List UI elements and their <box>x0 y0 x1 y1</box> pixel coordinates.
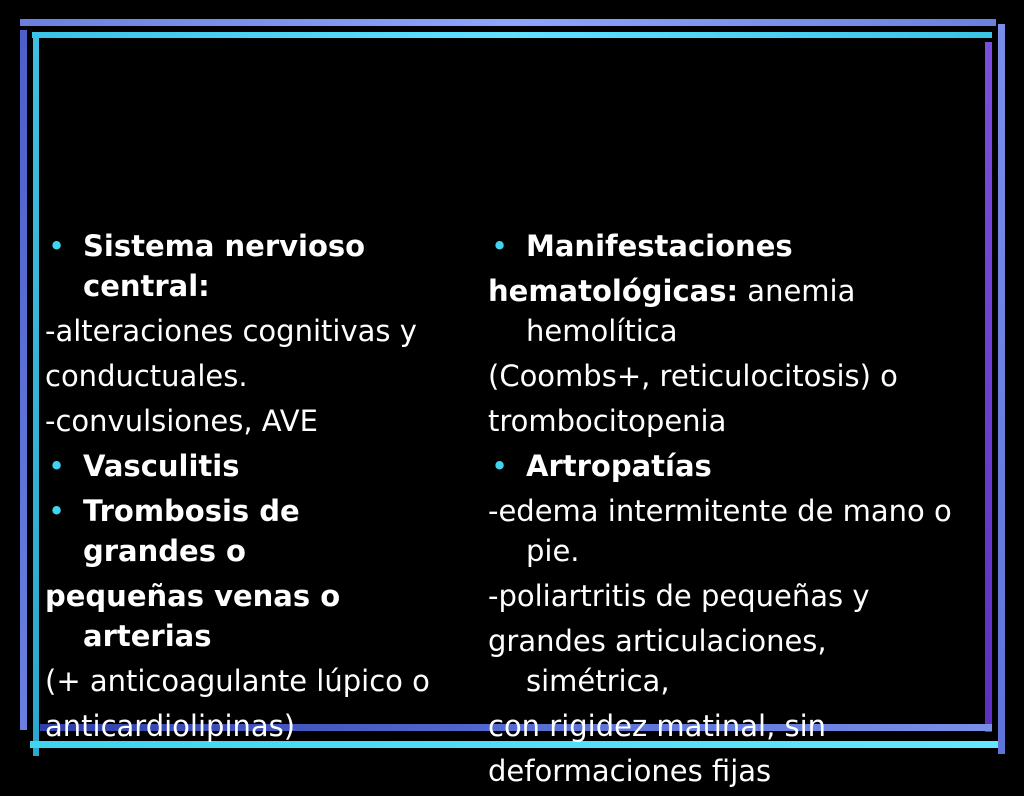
frame-bar-top-outer <box>20 19 996 26</box>
text-line-part: pequeñas venas o <box>45 579 341 613</box>
text-line: trombocitopenia <box>488 404 727 438</box>
text-line: (+ anticoagulante lúpico o <box>45 664 430 698</box>
text-bold-part: hematológicas: <box>488 274 739 308</box>
text-line-edema <box>488 491 978 571</box>
text-line: -alteraciones cognitivas y <box>45 314 417 348</box>
bullet-text: Vasculitis <box>83 449 240 483</box>
bullet-text: Trombosis de <box>83 494 300 528</box>
text-part: grandes articulaciones, <box>488 624 827 658</box>
text-line: deformaciones fijas <box>488 754 772 788</box>
frame-bar-right-outer <box>998 24 1005 754</box>
text-line: (Coombs+, reticulocitosis) o <box>488 359 898 393</box>
bullet-vasculitis <box>45 446 465 486</box>
bullet-text-continued: grandes o <box>83 534 246 568</box>
text-part: -edema intermitente de mano o <box>488 494 952 528</box>
bullet-text-continued: central: <box>83 269 210 303</box>
right-text-column <box>488 226 978 796</box>
text-line-hematologicas <box>488 271 978 351</box>
bullet-artropatias <box>488 446 978 486</box>
text-part: anemia <box>738 274 856 308</box>
frame-bar-left-outer <box>20 30 27 730</box>
bullet-text: Sistema nervioso <box>83 229 366 263</box>
bullet-sistema-nervioso <box>45 226 465 306</box>
bullet-dot-icon: • <box>48 494 66 528</box>
text-line: anticardiolipinas) <box>45 709 296 743</box>
bullet-text: Artropatías <box>526 449 712 483</box>
frame-bar-right-inner <box>985 42 992 732</box>
bullet-text: Manifestaciones <box>526 229 793 263</box>
text-part: simétrica, <box>526 664 670 698</box>
text-part: pie. <box>526 534 580 568</box>
text-line-part: arterias <box>83 619 212 653</box>
bullet-dot-icon: • <box>48 229 66 263</box>
frame-bar-top-inner <box>32 32 992 38</box>
text-line: -poliartritis de pequeñas y <box>488 579 870 613</box>
bullet-trombosis <box>45 491 465 571</box>
text-line: con rigidez matinal, sin <box>488 709 827 743</box>
bullet-dot-icon: • <box>491 229 509 263</box>
text-line-bold <box>45 576 465 656</box>
text-line-articulaciones <box>488 621 978 701</box>
text-part: hemolítica <box>526 314 678 348</box>
left-text-column <box>45 226 465 751</box>
text-line: -convulsiones, AVE <box>45 404 318 438</box>
bullet-manifestaciones <box>488 226 978 266</box>
text-line: conductuales. <box>45 359 248 393</box>
bullet-dot-icon: • <box>491 449 509 483</box>
frame-bar-left-inner <box>33 36 39 756</box>
bullet-dot-icon: • <box>48 449 66 483</box>
